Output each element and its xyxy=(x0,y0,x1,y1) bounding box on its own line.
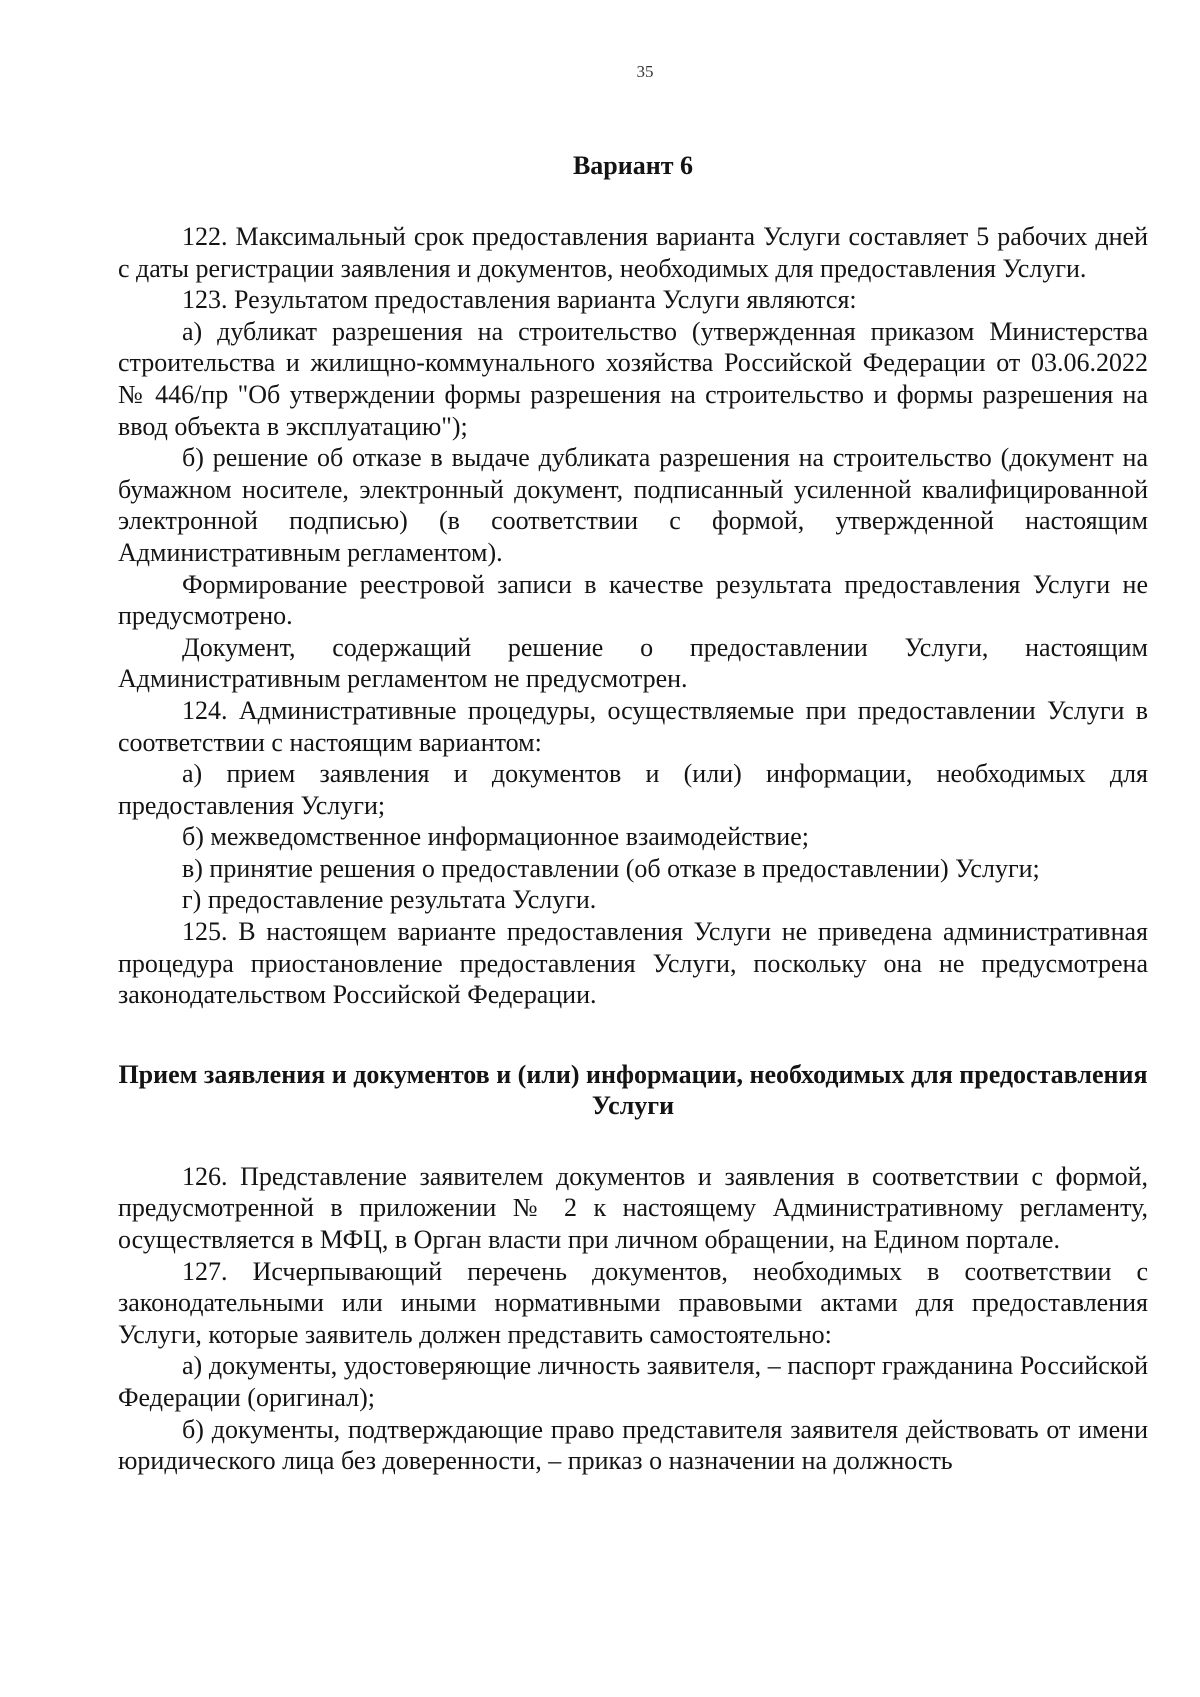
page-number: 35 xyxy=(636,62,654,81)
section-title-variant-6: Вариант 6 xyxy=(572,151,694,180)
section-title-application-receipt: Прием заявления и документов и (или) информации, необходимых для предоставления Услуги xyxy=(118,1059,1148,1120)
paragraph-123-b: б) решение об отказе в выдаче дубликата разрешения на строительство (документ на бумажном носителе, электронный документ, подписанный усиленной квалифицированной электронной подписью) (в соответствии с формой, утвержденной настоящим Административным регламентом). xyxy=(118,443,1148,567)
paragraph-123-a: а) дубликат разрешения на строительство (утвержденная приказом Министерства строительства и жилищно-коммунального хозяйства Российской Федерации от 03.06.2022 № 446/пр "Об утверждении формы разрешения на строительство и формы разрешения на ввод объекта в эксплуатацию"); xyxy=(118,316,1148,441)
paragraph-127-b: б) документы, подтверждающие право представителя заявителя действовать от имени юридического лица без доверенности, – приказ о назначении на должность xyxy=(118,1414,1148,1476)
paragraph-125: 125. В настоящем варианте предоставления Услуги не приведена административная процедура приостановление предоставления Услуги, поскольку она не предусмотрена законодательством Российской Федерации. xyxy=(118,917,1148,1010)
paragraph-127: 127. Исчерпывающий перечень документов, необходимых в соответствии с законодательными или иными нормативными правовыми актами для предоставления Услуги, которые заявитель должен представить самостоятельно: xyxy=(118,1256,1148,1349)
paragraph-124-d: г) предоставление результата Услуги. xyxy=(182,885,597,915)
paragraph-124-c: в) принятие решения о предоставлении (об отказе в предоставлении) Услуги; xyxy=(182,853,1040,883)
paragraph-122: 122. Максимальный срок предоставления варианта Услуги составляет 5 рабочих дней с даты регистрации заявления и документов, необходимых для предоставления Услуги. xyxy=(118,222,1148,283)
paragraph-registry-record: Формирование реестровой записи в качестве результата предоставления Услуги не предусмотрено. xyxy=(118,569,1148,631)
paragraph-126: 126. Представление заявителем документов и заявления в соответствии с формой, предусмотренной в приложении № 2 к настоящему Административному регламенту, осуществляется в МФЦ, в Орган власти при личном обращении, на Едином портале. xyxy=(118,1161,1148,1255)
paragraph-124-b: б) межведомственное информационное взаимодействие; xyxy=(182,822,809,852)
paragraph-127-a: а) документы, удостоверяющие личность заявителя, – паспорт гражданина Российской Федерации (оригинал); xyxy=(118,1351,1148,1412)
document-body xyxy=(118,150,1148,1477)
paragraph-decision-document: Документ, содержащий решение о предоставлении Услуги, настоящим Административным регламентом не предусмотрен. xyxy=(118,632,1148,694)
paragraph-123: 123. Результатом предоставления варианта Услуги являются: xyxy=(182,285,857,315)
paragraph-124-a: а) прием заявления и документов и (или) информации, необходимых для предоставления Услуги; xyxy=(118,759,1148,820)
paragraph-124: 124. Административные процедуры, осуществляемые при предоставлении Услуги в соответствии с настоящим вариантом: xyxy=(118,695,1148,757)
